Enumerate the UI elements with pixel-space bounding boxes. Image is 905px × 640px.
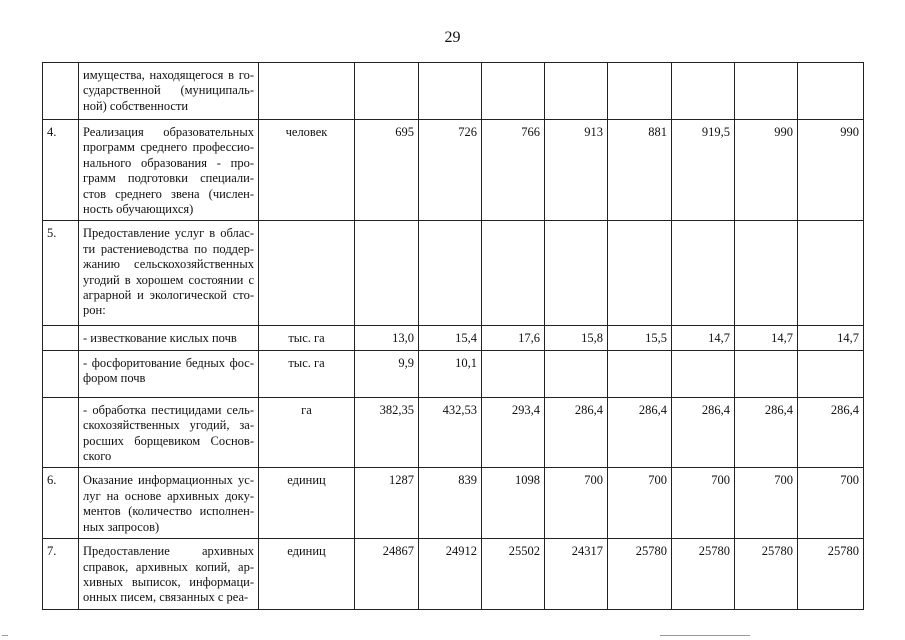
value-cell [798, 63, 864, 120]
table-row [43, 326, 864, 350]
row-description [79, 539, 259, 610]
indicators-table [42, 62, 864, 610]
description-line: ных запросов) [83, 519, 160, 534]
value-cell: 15,5 [608, 326, 672, 350]
value-cell [482, 221, 545, 326]
value-cell [798, 221, 864, 326]
row-description [79, 221, 259, 326]
value-cell: 913 [545, 120, 608, 221]
value-cell: 1098 [482, 468, 545, 539]
description-line: рон: [83, 303, 106, 318]
scan-edge-left [2, 635, 8, 636]
value-cell: 839 [419, 468, 482, 539]
description-line: справок, архивных копий, ар- [83, 559, 254, 574]
table-row [43, 397, 864, 468]
description-line: Реализация образовательных [83, 125, 254, 139]
value-cell [672, 63, 735, 120]
description-line: Предоставление архивных [83, 544, 254, 559]
description-line: - обработка пестицидами сель- [83, 402, 254, 417]
row-description [79, 63, 259, 120]
value-cell: 726 [419, 120, 482, 221]
description-line: ти растениеводства по поддер- [83, 241, 254, 256]
table-row [43, 350, 864, 397]
row-description [79, 397, 259, 468]
description-line: ментов (количество исполнен- [83, 504, 254, 519]
row-number: 6. [43, 468, 79, 539]
table-row [43, 221, 864, 326]
description-line: ность обучающихся) [83, 202, 194, 217]
row-unit: га [259, 397, 355, 468]
value-cell: 9,9 [355, 350, 419, 397]
value-cell [672, 221, 735, 326]
value-cell: 14,7 [672, 326, 735, 350]
description-line: онных писем, связанных с реа- [83, 590, 249, 605]
description-line: Оказание информационных ус- [83, 473, 254, 488]
scan-edge-right [660, 635, 750, 636]
page-number: 29 [444, 29, 461, 46]
row-unit: человек [259, 120, 355, 221]
value-cell: 695 [355, 120, 419, 221]
row-number [43, 326, 79, 350]
value-cell [419, 221, 482, 326]
table-row [43, 539, 864, 610]
description-line: росших борщевиком Соснов- [83, 433, 254, 448]
value-cell: 990 [798, 120, 864, 221]
value-cell: 382,35 [355, 397, 419, 468]
value-cell [545, 350, 608, 397]
row-unit [259, 221, 355, 326]
description-line: Предоставление услуг в облас- [83, 226, 254, 241]
row-description [79, 120, 259, 221]
value-cell: 24317 [545, 539, 608, 610]
value-cell [735, 350, 798, 397]
description-line: скохозяйственных угодий, за- [83, 418, 254, 433]
row-description [79, 326, 259, 350]
value-cell: 15,4 [419, 326, 482, 350]
row-description [79, 468, 259, 539]
table-row [43, 120, 864, 221]
value-cell: 286,4 [798, 397, 864, 468]
value-cell [608, 350, 672, 397]
value-cell [545, 221, 608, 326]
value-cell: 700 [672, 468, 735, 539]
value-cell [482, 63, 545, 120]
row-number: 5. [43, 221, 79, 326]
value-cell: 13,0 [355, 326, 419, 350]
value-cell [798, 350, 864, 397]
value-cell: 286,4 [672, 397, 735, 468]
description-line: луг на основе архивных доку- [83, 488, 254, 503]
value-cell: 286,4 [545, 397, 608, 468]
description-line: нального образования - про- [83, 155, 254, 170]
value-cell: 15,8 [545, 326, 608, 350]
value-cell [735, 221, 798, 326]
value-cell [355, 221, 419, 326]
description-line: фором почв [83, 371, 146, 386]
description-line: жанию сельскохозяйственных [83, 257, 254, 272]
value-cell: 700 [608, 468, 672, 539]
value-cell: 14,7 [798, 326, 864, 350]
value-cell: 1287 [355, 468, 419, 539]
value-cell: 432,53 [419, 397, 482, 468]
description-line: ной) собственности [83, 98, 189, 113]
table-body [43, 63, 864, 610]
table-row [43, 468, 864, 539]
description-line: хивных выписок, информаци- [83, 574, 254, 589]
value-cell: 17,6 [482, 326, 545, 350]
row-unit: единиц [259, 468, 355, 539]
value-cell: 700 [735, 468, 798, 539]
value-cell: 25780 [608, 539, 672, 610]
row-unit: тыс. га [259, 350, 355, 397]
description-line: стов среднего звена (числен- [83, 186, 254, 201]
value-cell [419, 63, 482, 120]
row-description [79, 350, 259, 397]
description-line: ского [83, 449, 112, 464]
value-cell [608, 221, 672, 326]
value-cell: 766 [482, 120, 545, 221]
value-cell: 881 [608, 120, 672, 221]
row-unit: единиц [259, 539, 355, 610]
description-line: имущества, находящегося в го- [83, 68, 254, 82]
table-row [43, 63, 864, 120]
value-cell: 10,1 [419, 350, 482, 397]
value-cell: 25502 [482, 539, 545, 610]
value-cell: 293,4 [482, 397, 545, 468]
value-cell [545, 63, 608, 120]
value-cell: 14,7 [735, 326, 798, 350]
value-cell: 700 [545, 468, 608, 539]
value-cell: 286,4 [608, 397, 672, 468]
description-line: угодий в хорошем состоянии с [83, 272, 254, 287]
description-line: программ среднего профессио- [83, 140, 254, 155]
description-line: - известкование кислых почв [83, 331, 237, 346]
description-line: грамм подготовки специали- [83, 171, 254, 186]
description-line: - фосфоритование бедных фос- [83, 355, 254, 370]
value-cell [608, 63, 672, 120]
value-cell [672, 350, 735, 397]
value-cell [355, 63, 419, 120]
value-cell: 286,4 [735, 397, 798, 468]
value-cell: 25780 [672, 539, 735, 610]
value-cell [482, 350, 545, 397]
row-unit [259, 63, 355, 120]
description-line: аграрной и экологической сто- [83, 288, 254, 303]
row-number: 4. [43, 120, 79, 221]
value-cell: 25780 [798, 539, 864, 610]
row-number [43, 397, 79, 468]
value-cell: 24867 [355, 539, 419, 610]
value-cell: 919,5 [672, 120, 735, 221]
row-number [43, 63, 79, 120]
value-cell: 700 [798, 468, 864, 539]
row-number: 7. [43, 539, 79, 610]
row-unit: тыс. га [259, 326, 355, 350]
description-line: сударственной (муниципаль- [83, 83, 254, 98]
value-cell: 25780 [735, 539, 798, 610]
row-number [43, 350, 79, 397]
value-cell: 24912 [419, 539, 482, 610]
value-cell: 990 [735, 120, 798, 221]
value-cell [735, 63, 798, 120]
